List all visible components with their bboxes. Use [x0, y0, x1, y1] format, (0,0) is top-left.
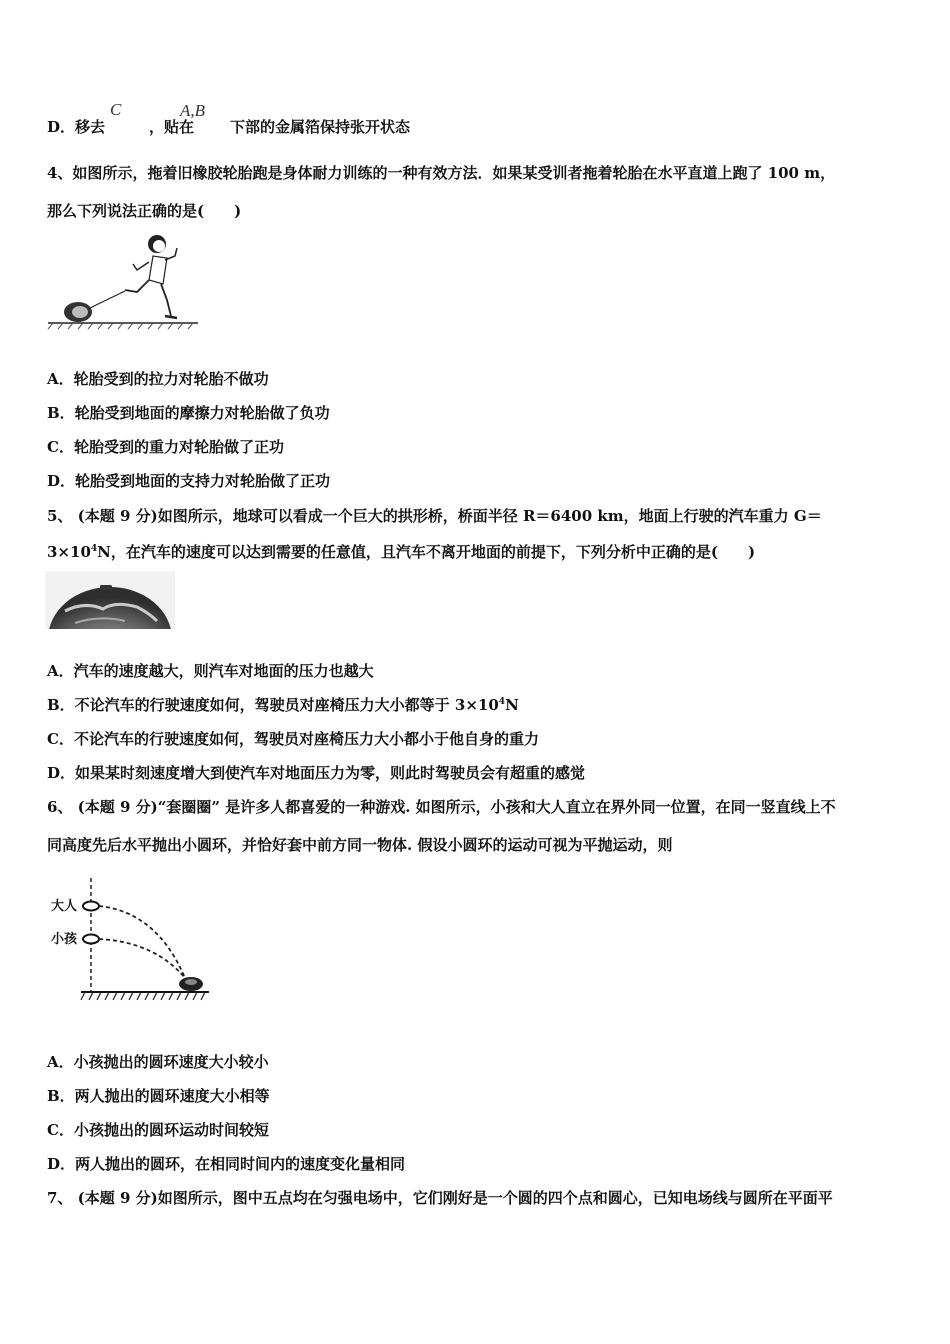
q4-stem-line2: 那么下列说法正确的是( )	[47, 202, 242, 220]
q6-option-b: B．两人抛出的圆环速度大小相等	[47, 1087, 270, 1105]
q5-option-b-sup: 4	[498, 697, 506, 707]
q4-option-b: B．轮胎受到地面的摩擦力对轮胎做了负功	[47, 404, 330, 422]
q3-math-c: C	[110, 100, 122, 119]
q7-stem-line1: 7、 (本题 9 分)如图所示，图中五点均在匀强电场中，它们刚好是一个圆的四个点和圆心，已知电场线与圆所在平面平	[47, 1189, 833, 1207]
q5-stem-line2-b: N，在汽车的速度可以达到需要的任意值，且汽车不离开地面的前提下，下列分析中正确的是( )	[97, 543, 756, 561]
q4-option-a: A．轮胎受到的拉力对轮胎不做功	[47, 370, 269, 388]
q5-stem-line2	[47, 541, 755, 562]
q4-stem-line1: 4、如图所示，拖着旧橡胶轮胎跑是身体耐力训练的一种有效方法．如果某受训者拖着轮胎在水平直道上跑了 100 m，	[47, 164, 836, 182]
q6-figure-ring-toss	[45, 874, 215, 1006]
q3-option-d-mid: ，贴在	[149, 118, 195, 136]
q3-option-d-prefix: D．移去	[47, 118, 106, 136]
q5-option-d: D．如果某时刻速度增大到使汽车对地面压力为零，则此时驾驶员会有超重的感觉	[47, 764, 586, 782]
q6-option-c: C．小孩抛出的圆环运动时间较短	[47, 1121, 269, 1139]
q6-option-d: D．两人抛出的圆环，在相同时间内的速度变化量相同	[47, 1155, 406, 1173]
q5-option-b-a: B．不论汽车的行驶速度如何，驾驶员对座椅压力大小都等于 3×10	[47, 696, 499, 714]
q5-option-c: C．不论汽车的行驶速度如何，驾驶员对座椅压力大小都小于他自身的重力	[47, 730, 539, 748]
q6-label-child: 小孩	[51, 932, 78, 947]
q5-stem-line2-a: 3×10	[47, 543, 91, 561]
q3-option-d	[47, 116, 410, 137]
q4-option-c: C．轮胎受到的重力对轮胎做了正功	[47, 438, 284, 456]
q6-stem-line2: 同高度先后水平抛出小圆环，并恰好套中前方同一物体. 假设小圆环的运动可视为平抛运动，则	[47, 836, 673, 854]
q5-stem-line1: 5、 (本题 9 分)如图所示，地球可以看成一个巨大的拱形桥，桥面半径 R＝6400 km，地面上行驶的汽车重力 G＝	[47, 507, 822, 525]
q5-option-b-b: N	[505, 696, 519, 714]
q3-option-d-suffix: 下部的金属箔保持张开状态	[230, 118, 411, 136]
q4-figure-runner-tire	[45, 228, 205, 330]
q5-stem-line2-sup: 4	[90, 544, 98, 554]
q6-stem-line1: 6、 (本题 9 分)“套圈圈” 是许多人都喜爱的一种游戏. 如图所示，小孩和大人直立在界外同一位置，在同一竖直线上不	[47, 798, 836, 816]
q5-figure-earth-bridge	[45, 571, 175, 629]
q3-math-ab: A,B	[180, 101, 206, 120]
q5-option-a: A．汽车的速度越大，则汽车对地面的压力也越大	[47, 662, 374, 680]
q5-option-b	[47, 694, 519, 715]
q6-label-adult: 大人	[51, 899, 78, 914]
q6-option-a: A．小孩抛出的圆环速度大小较小	[47, 1053, 269, 1071]
q4-option-d: D．轮胎受到地面的支持力对轮胎做了正功	[47, 472, 331, 490]
